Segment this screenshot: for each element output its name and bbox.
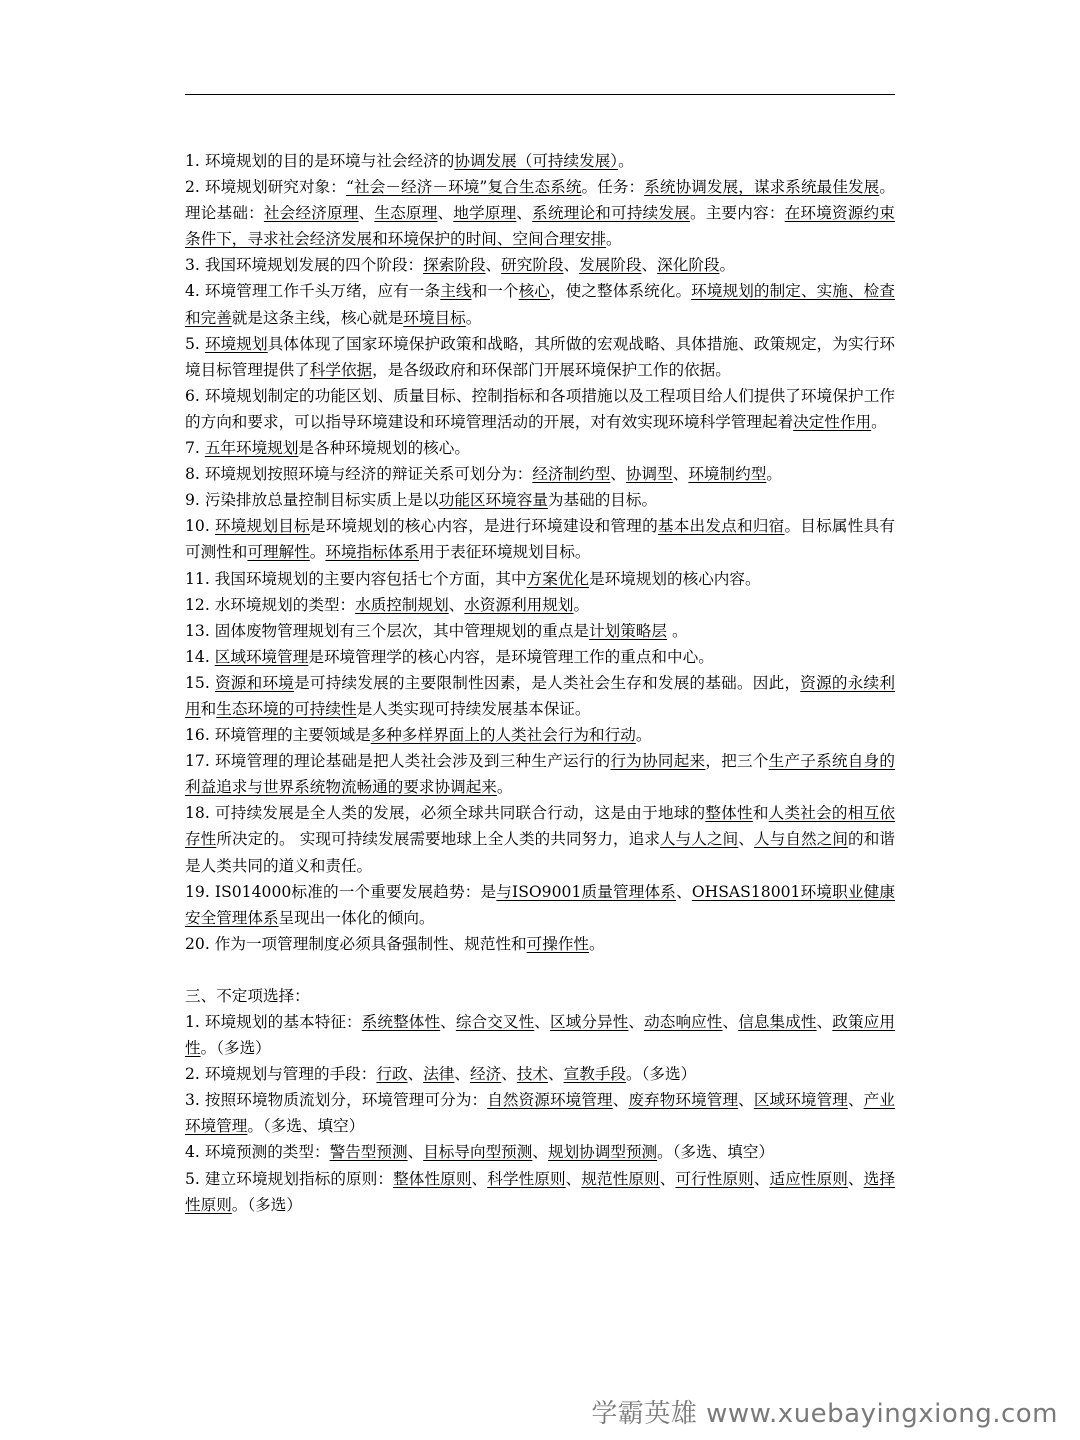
fill-in-item [185, 931, 895, 957]
underlined-answer: 信息集成性 [738, 1013, 817, 1031]
statement-text: 。目标属性具有可测性和 [185, 517, 895, 562]
statement-text: 10. [185, 517, 215, 536]
underlined-answer: 综合交叉性 [455, 1013, 535, 1031]
statement-text: 、 [610, 465, 626, 484]
statement-text: 的和谐是人类共同的道义和责任。 [185, 830, 895, 875]
statement-text: 9. 污染排放总量控制目标实质上是以 [185, 491, 439, 510]
statement-text: 所决定的。 实现可持续发展需要地球上全人类的共同努力，追求 [216, 830, 661, 849]
underlined-answer: 发展阶段 [579, 256, 642, 275]
underlined-answer: 警告型预测 [329, 1143, 408, 1162]
underlined-answer: 生产子系统自身的利益追求与世界系统物流畅通的要求协调起来 [185, 752, 895, 797]
statement-text: 、 [676, 882, 692, 901]
statement-text: 、 [485, 256, 502, 275]
underlined-answer: 研究阶段 [501, 256, 564, 275]
underlined-answer: 人类社会的相互依存性 [185, 804, 895, 849]
statement-text: 、 [407, 1065, 424, 1084]
statement-text: 是环境管理学的核心内容，是环境管理工作的重点和中心。 [308, 647, 714, 666]
underlined-answer: 资源的永续利用 [185, 673, 895, 718]
statement-text: 。（多选） [626, 1065, 697, 1084]
statement-text: 、 [454, 1065, 470, 1084]
statement-text: 。 [766, 465, 782, 484]
statement-text: 3. 我国环境规划发展的四个阶段： [185, 256, 424, 275]
fill-in-item [185, 748, 895, 800]
statement-text: 。 [496, 778, 513, 797]
underlined-answer: 自然资源环境管理 [487, 1091, 613, 1110]
statement-text: 、 [612, 1091, 629, 1110]
underlined-answer: 可理解性 [247, 543, 310, 562]
statement-text: 、 [532, 1143, 548, 1162]
watermark: 学霸英雄 www.xuebayingxiong.com [591, 1399, 1058, 1429]
underlined-answer: 经济制约型 [532, 465, 611, 484]
statement-text: 为基础的目标。 [547, 491, 658, 510]
statement-text: 。 [606, 230, 622, 249]
fill-in-item [185, 800, 895, 878]
statement-text: 具体体现了国家环境保护政策和战略，其所做的宏观战略、具体措施、政策规定，为实行环境目标管理提供了 [185, 334, 895, 379]
statement-text: 。 [573, 595, 590, 614]
statement-text: 1. 环境规划的基本特征： [185, 1013, 362, 1031]
statement-text: 就是这条主线，核心就是 [231, 308, 404, 327]
underlined-answer: 社会经济原理 [263, 204, 359, 223]
underlined-answer: 法律 [423, 1065, 455, 1084]
statement-text: 、 [440, 1013, 456, 1031]
statement-text: ，是各级政府和环保部门开展环境保护工作的依据。 [372, 360, 731, 379]
underlined-answer: 系统整体性 [361, 1013, 441, 1031]
choice-item [185, 1139, 895, 1165]
underlined-answer: 人与人之间 [660, 830, 739, 849]
underlined-answer: 环境规划的制定、实施、检查和完善 [185, 282, 895, 327]
statement-text: 18. 可持续发展是全人类的发展，必须全球共同联合行动，这是由于地球的 [185, 804, 706, 823]
fill-in-item [185, 487, 895, 513]
statement-text: 13. 固体废物管理规划有三个层次，其中管理规划的重点是 [185, 621, 590, 640]
underlined-answer: 人与自然之间 [754, 830, 849, 849]
underlined-answer: 宣教手段 [563, 1065, 627, 1084]
statement-text: 1. 环境规划的目的是环境与社会经济的 [185, 152, 455, 170]
statement-text: 、 [659, 1169, 676, 1188]
underlined-answer: 产业环境管理 [185, 1091, 895, 1136]
statement-text: 、 [847, 1169, 864, 1188]
fill-in-item [185, 435, 895, 461]
statement-text: 、 [534, 1013, 550, 1031]
statement-text: 、 [437, 204, 454, 223]
header-rule [185, 94, 895, 95]
statement-text: 、 [501, 1065, 517, 1084]
statement-text: 、 [738, 1091, 754, 1110]
statement-text: 2. 环境规划研究对象： [185, 178, 346, 197]
statement-text: 是环境规划的核心内容。 [589, 569, 761, 588]
statement-text: 呈现出一体化的倾向。 [278, 908, 435, 927]
statement-text: 、 [563, 256, 580, 275]
underlined-answer: 区域环境管理 [214, 647, 309, 666]
underlined-answer: 区域环境管理 [753, 1091, 848, 1110]
fill-in-items [185, 148, 895, 957]
statement-text: 、 [407, 1143, 424, 1162]
statement-text: 15. [185, 673, 215, 692]
section-title: 三、不定项选择： [185, 986, 310, 1005]
underlined-answer: 系统理论和可持续发展 [532, 204, 690, 223]
underlined-answer: 功能区环境容量 [438, 491, 548, 510]
fill-in-item [185, 592, 895, 618]
underlined-answer: 探索阶段 [423, 256, 486, 275]
statement-text: 3. 按照环境物质流划分，环境管理可分为： [185, 1091, 488, 1110]
statement-text: 和一个 [471, 282, 519, 301]
statement-text: 和 [752, 804, 769, 823]
underlined-answer: 科学性原则 [487, 1169, 566, 1188]
underlined-answer: 生态原理 [374, 204, 438, 223]
statement-text: 。 [667, 621, 688, 640]
statement-text: ，使之整体系统化。 [550, 282, 692, 301]
statement-text: 用于表征环境规划目标。 [418, 543, 591, 562]
fill-in-item [185, 383, 895, 435]
statement-text: 、 [516, 204, 533, 223]
choice-item [185, 1087, 895, 1139]
underlined-answer: 环境制约型 [688, 465, 767, 484]
statement-text: 、 [722, 1013, 739, 1031]
fill-in-item [185, 566, 895, 592]
statement-text: 。（多选、填空） [657, 1143, 775, 1162]
statement-text: 。 [309, 543, 326, 562]
fill-in-item [185, 722, 895, 748]
statement-text: 是环境规划的核心内容，是进行环境建设和管理的 [309, 517, 658, 536]
underlined-answer: 行为协同起来 [610, 752, 706, 771]
statement-text: 2. 环境规划与管理的手段： [185, 1065, 377, 1084]
underlined-answer: 环境规划目标 [214, 517, 310, 536]
underlined-answer: 可行性原则 [675, 1169, 754, 1188]
statement-text: 、 [565, 1169, 582, 1188]
underlined-answer: 在环境资源约束条件下，寻求社会经济发展和环境保护的时间、空间合理安排 [185, 204, 895, 249]
underlined-answer: 环境指标体系 [325, 543, 419, 562]
statement-text: 。主要内容： [689, 204, 785, 223]
statement-text: 、 [471, 1169, 488, 1188]
underlined-answer: 政策应用性 [185, 1013, 895, 1058]
document-body [185, 148, 895, 1218]
statement-text: 。 [589, 934, 605, 953]
statement-text: 5. [185, 334, 205, 353]
statement-text: 20. 作为一项管理制度必须具备强制性、规范性和 [185, 934, 527, 953]
statement-text: 和 [200, 699, 217, 718]
underlined-answer: 核心 [518, 282, 550, 301]
statement-text: 是各种环境规划的核心。 [298, 439, 470, 458]
underlined-answer: 计划策略层 [589, 621, 667, 640]
fill-in-item [185, 331, 895, 383]
underlined-answer: 整体性 [705, 804, 753, 823]
fill-in-item [185, 252, 895, 278]
underlined-answer: OHSAS18001环境职业健康安全管理体系 [185, 882, 895, 927]
statement-text: 、 [753, 1169, 770, 1188]
underlined-answer: 方案优化 [526, 569, 590, 588]
statement-text: 。（多选） [200, 1039, 271, 1058]
statement-text: 、 [448, 595, 465, 614]
choice-item [185, 1009, 895, 1061]
underlined-answer: 与ISO9001质量管理体系 [496, 882, 677, 901]
statement-text: 19. IS014000标准的一个重要发展趋势：是 [185, 882, 497, 901]
underlined-answer: 环境目标 [403, 308, 466, 327]
statement-text: 是可持续发展的主要限制性因素，是人类社会生存和发展的基础。因此， [294, 673, 801, 692]
statement-text: 14. [185, 647, 215, 666]
statement-text: 4. 环境预测的类型： [185, 1143, 330, 1162]
statement-text: 。（多选、填空） [247, 1117, 365, 1136]
statement-text: 是人类实现可持续发展基本保证。 [356, 699, 591, 718]
statement-text: 、 [847, 1091, 864, 1110]
choice-item [185, 1061, 895, 1087]
underlined-answer: 决定性作用 [793, 412, 872, 431]
multiple-choice-items [185, 1009, 895, 1218]
underlined-answer: 系统协调发展，谋求系统最佳发展 [644, 178, 880, 197]
statement-text: 。理论基础： [185, 178, 895, 223]
underlined-answer: 规划协调型预测 [547, 1143, 658, 1162]
underlined-answer: 目标导向型预测 [423, 1143, 533, 1162]
fill-in-item [185, 879, 895, 931]
underlined-answer: 多种多样界面上的人类社会行为和行动 [370, 726, 636, 745]
statement-text: 、 [628, 1013, 645, 1031]
underlined-answer: 资源和环境 [214, 673, 295, 692]
statement-text: 、 [358, 204, 375, 223]
underlined-answer: 规范性原则 [581, 1169, 660, 1188]
statement-text: 16. 环境管理的主要领域是 [185, 726, 371, 745]
statement-text: ，把三个 [705, 752, 769, 771]
underlined-answer: 水质控制规划 [355, 595, 449, 614]
choice-item [185, 1166, 895, 1218]
underlined-answer: 区域分异性 [549, 1013, 629, 1031]
statement-text: 17. 环境管理的理论基础是把人类社会涉及到三种生产运行的 [185, 752, 611, 771]
statement-text: 5. 建立环境规划指标的原则： [185, 1169, 394, 1188]
underlined-answer: 地学原理 [453, 204, 517, 223]
underlined-answer: 行政 [376, 1065, 408, 1084]
fill-in-item [185, 618, 895, 644]
fill-in-item [185, 670, 895, 722]
statement-text: 、 [816, 1013, 833, 1031]
underlined-answer: 可操作性 [526, 934, 590, 953]
underlined-answer: 协调型 [625, 465, 673, 484]
statement-text: 。 [635, 726, 652, 745]
statement-text: 12. 水环境规划的类型： [185, 595, 356, 614]
statement-text: 、 [672, 465, 689, 484]
statement-text: 。 [618, 152, 634, 170]
statement-text: 8. 环境规划按照环境与经济的辩证关系可划分为： [185, 465, 533, 484]
fill-in-item [185, 461, 895, 487]
underlined-answer: 适应性原则 [769, 1169, 848, 1188]
statement-text: 6. 环境规划制定的功能区划、质量目标、控制指标和各项措施以及工程项目给人们提供了环境保护工作的方向和要求，可以指导环境建设和环境管理活动的开展，对有效实现环境科学管理起着 [185, 386, 895, 431]
statement-text: 11. 我国环境规划的主要内容包括七个方面，其中 [185, 569, 527, 588]
fill-in-item [185, 513, 895, 565]
underlined-answer: 科学依据 [309, 360, 373, 379]
section-gap [185, 957, 895, 983]
underlined-answer: 整体性原则 [393, 1169, 472, 1188]
underlined-answer: 水资源利用规划 [464, 595, 574, 614]
underlined-answer: 深化阶段 [657, 256, 720, 275]
fill-in-item [185, 644, 895, 670]
statement-text: 。 [719, 256, 736, 275]
statement-text: 4. 环境管理工作千头万绪，应有一条 [185, 282, 441, 301]
underlined-answer: 环境规划 [204, 334, 268, 353]
underlined-answer: 经济 [470, 1065, 502, 1084]
fill-in-item [185, 148, 895, 174]
underlined-answer: 基本出发点和归宿 [657, 517, 785, 536]
statement-text: 、 [548, 1065, 564, 1084]
statement-text: 。任务： [581, 178, 645, 197]
statement-text: 、 [641, 256, 658, 275]
statement-text: 7. [185, 439, 205, 458]
underlined-answer: 动态响应性 [644, 1013, 723, 1031]
statement-text: 。 [465, 308, 482, 327]
underlined-answer: 选择性原则 [185, 1169, 895, 1214]
statement-text: 。 [871, 412, 887, 431]
fill-in-item [185, 174, 895, 252]
underlined-answer: 生态环境的可持续性 [216, 699, 357, 718]
statement-text: 、 [738, 830, 755, 849]
underlined-answer: 协调发展（可持续发展） [454, 152, 619, 170]
underlined-answer: “社会－经济－环境”复合生态系统 [345, 178, 582, 197]
underlined-answer: 主线 [440, 282, 472, 301]
statement-text: 。（多选） [231, 1195, 302, 1214]
underlined-answer: 技术 [516, 1065, 549, 1084]
fill-in-item [185, 278, 895, 330]
underlined-answer: 废弃物环境管理 [628, 1091, 739, 1110]
underlined-answer: 五年环境规划 [204, 439, 299, 458]
